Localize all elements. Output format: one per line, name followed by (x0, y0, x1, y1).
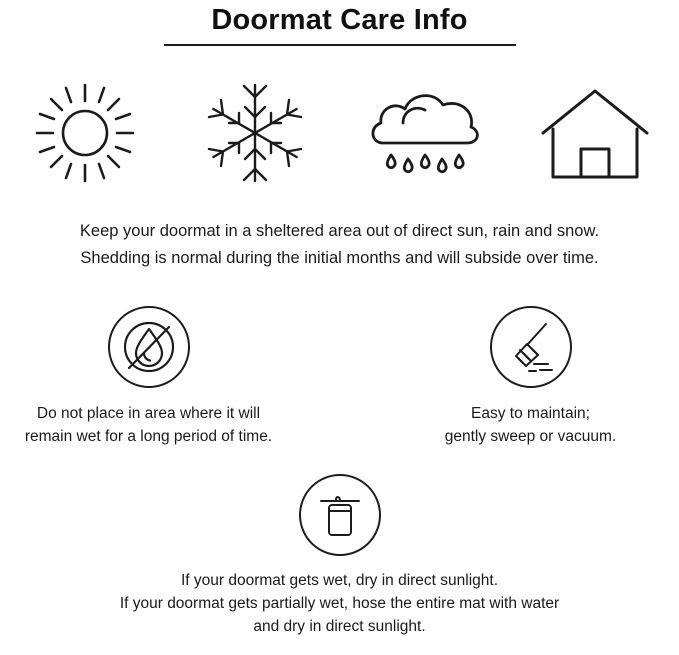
hang-to-dry-caption (0, 569, 679, 638)
house-icon-cell (536, 74, 654, 192)
broom-badge (490, 306, 572, 388)
broom-icon (496, 312, 566, 382)
care-tip-easy-maintain (406, 306, 656, 448)
intro-line-2: Shedding is normal during the initial months and will subside over time. (80, 249, 599, 267)
hang-to-dry-caption-line-1: If your doormat gets wet, dry in direct sunlight. (180, 572, 499, 589)
no-water-caption-line-2: remain wet for a long period of time. (24, 428, 273, 445)
page-title: Doormat Care Info (211, 4, 468, 36)
snowflake-icon-cell (196, 74, 314, 192)
intro-paragraph (0, 218, 679, 272)
title-section (0, 0, 679, 46)
no-water-caption (24, 402, 274, 448)
no-water-caption-line-1: Do not place in area where it will (36, 405, 261, 422)
rain-cloud-icon (363, 77, 487, 189)
care-tip-dry-in-sunlight (0, 474, 679, 638)
hang-to-dry-caption-line-3: and dry in direct sunlight. (253, 618, 426, 635)
rain-cloud-icon-cell (366, 74, 484, 192)
hang-to-dry-caption-line-2: If your doormat gets partially wet, hose the entire mat with water (119, 595, 560, 612)
hang-to-dry-icon (305, 480, 375, 550)
sun-icon (29, 77, 141, 189)
house-icon (537, 77, 653, 189)
broom-caption-line-2: gently sweep or vacuum. (444, 428, 617, 445)
care-tip-no-standing-water (24, 306, 274, 448)
weather-icon-row (0, 72, 679, 192)
hang-to-dry-badge (299, 474, 381, 556)
broom-caption (406, 402, 656, 448)
no-water-badge (108, 306, 190, 388)
no-water-icon (114, 312, 184, 382)
title-underline-divider (164, 44, 516, 46)
care-tips-row (0, 306, 679, 448)
sun-icon-cell (26, 74, 144, 192)
intro-line-1: Keep your doormat in a sheltered area out of direct sun, rain and snow. (79, 222, 600, 240)
broom-caption-line-1: Easy to maintain; (471, 405, 590, 422)
snowflake-icon (199, 77, 311, 189)
